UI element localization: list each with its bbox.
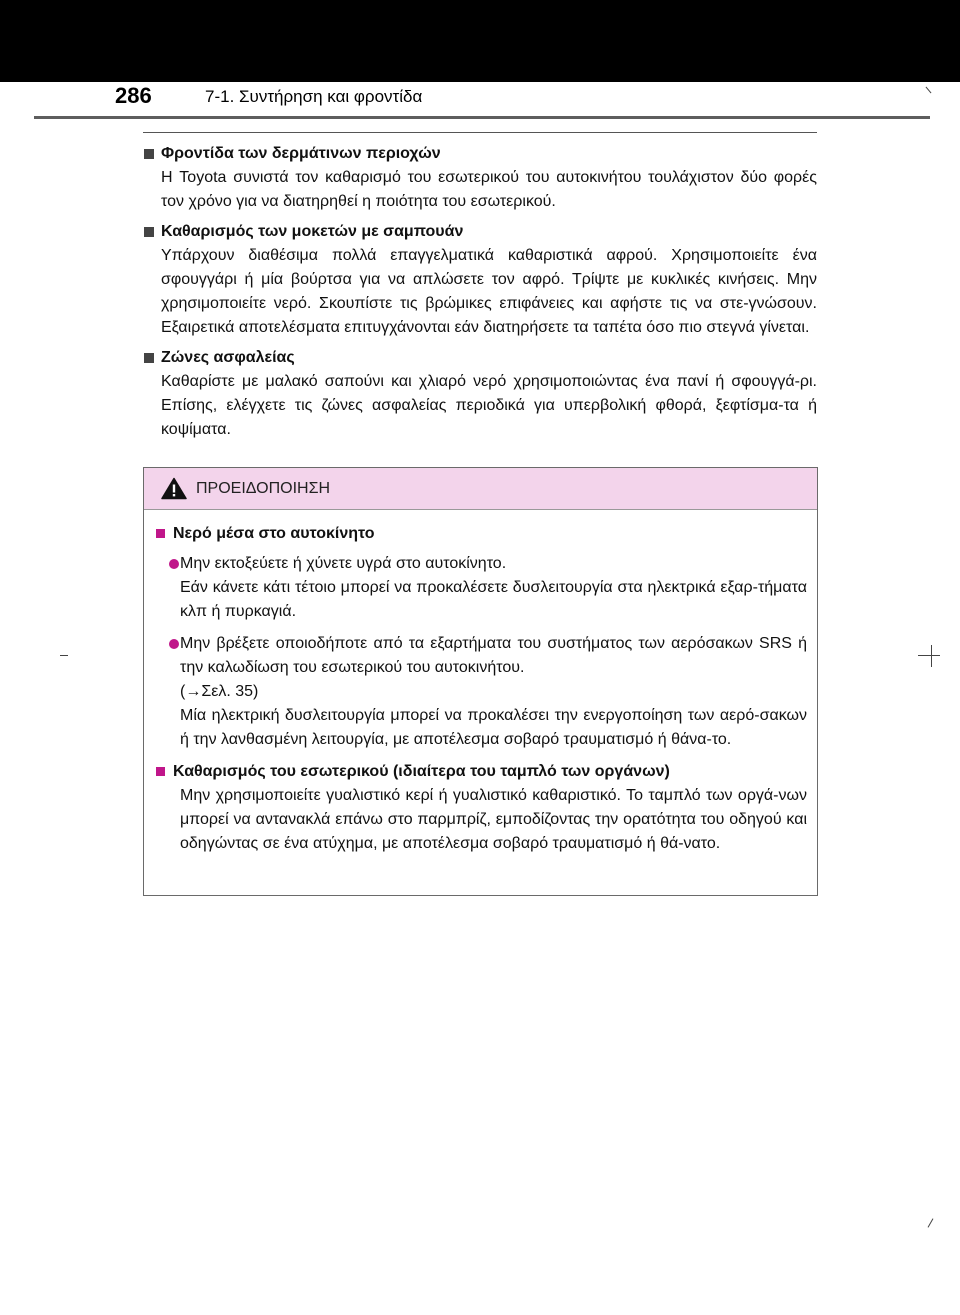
warning-triangle-icon bbox=[161, 477, 187, 500]
section-carpet bbox=[143, 220, 817, 341]
heading-text: Ζώνες ασφαλείας bbox=[161, 348, 295, 366]
warning-body bbox=[144, 510, 817, 856]
section-seatbelts bbox=[143, 346, 817, 443]
section-leather bbox=[143, 142, 817, 215]
warning-section-dashboard bbox=[156, 760, 807, 856]
square-bullet-icon bbox=[144, 149, 154, 159]
section-heading bbox=[143, 346, 817, 370]
crop-mark bbox=[60, 655, 68, 656]
section-text: Υπάρχουν διαθέσιμα πολλά επαγγελματικά καθαριστικά αφρού. Χρησιμοποιείτε ένα σφουγγάρι ή μία βούρτσα για να απλώσετε τον αφρό. Τρίψτε με κυκλικές κινήσεις. Μην χρησιμοποιείτε νερό. Σκουπίστε τις βρώμικες επιφάνειες και αφήστε τις να στε-γνώσουν. Εξαιρετικά αποτελέσματα επιτυγχάνονται εάν διατηρήσετε τα ταπέτα όσο πιο στεγνά γίνεται. bbox=[161, 246, 817, 337]
heading-text: Καθαρισμός του εσωτερικού (ιδιαίτερα του ταμπλό των οργάνων) bbox=[173, 763, 670, 780]
heading-text: Νερό μέσα στο αυτοκίνητο bbox=[173, 525, 375, 542]
section-heading bbox=[143, 220, 817, 244]
warning-item bbox=[156, 552, 807, 624]
main-content bbox=[143, 142, 817, 448]
crop-mark bbox=[928, 1218, 934, 1227]
section-text: Η Toyota συνιστά τον καθαρισμό του εσωτερικού του αυτοκινήτου τουλάχιστον δύο φορές τον χρόνο για να διατηρηθεί η ποιότητα του εσωτερικού. bbox=[161, 169, 817, 211]
warning-section-water bbox=[156, 522, 807, 752]
item-text: Μην εκτοξεύετε ή χύνετε υγρά στο αυτοκίνητο. bbox=[180, 555, 507, 572]
item-text: Εάν κάνετε κάτι τέτοιο μπορεί να προκαλέσετε δυσλειτουργία στα ηλεκτρικά εξαρ-τήματα κλπ ή πυρκαγιά. bbox=[180, 579, 807, 620]
section-text: Καθαρίστε με μαλακό σαπούνι και χλιαρό νερό χρησιμοποιώντας ένα πανί ή σφουγγά-ρι. Επίσης, ελέγχετε τις ζώνες ασφαλείας περιοδικά για υπερβολική φθορά, ξεφτίσμα-τα ή κοψίματα. bbox=[161, 372, 817, 439]
warning-text: Μην χρησιμοποιείτε γυαλιστικό κερί ή γυαλιστικό καθαριστικό. Το ταμπλό των οργά-νων μπορεί να αντανακλά επάνω στο παρμπρίζ, εμποδίζοντας την ορατότητα του οδηγού και οδηγώντας σε ένα ατύχημα, με αποτέλεσμα σοβαρό τραυματισμό ή θά-νατο. bbox=[180, 787, 807, 852]
warning-item bbox=[156, 632, 807, 752]
round-bullet-icon bbox=[169, 559, 179, 569]
square-bullet-icon bbox=[156, 767, 165, 776]
warning-box bbox=[143, 467, 818, 896]
top-black-band bbox=[0, 0, 960, 82]
warning-header bbox=[144, 468, 817, 510]
item-text: Μην βρέξετε οποιοδήποτε από τα εξαρτήματα του συστήματος των αερόσακων SRS ή την καλωδίωση του εσωτερικού του αυτοκινήτου. bbox=[180, 635, 807, 676]
warning-heading bbox=[156, 522, 807, 546]
crop-mark bbox=[918, 655, 940, 656]
heading-text: Φροντίδα των δερμάτινων περιοχών bbox=[161, 145, 441, 162]
warning-heading bbox=[156, 760, 807, 784]
section-heading bbox=[143, 142, 817, 166]
page-number: 286 bbox=[115, 83, 152, 108]
square-bullet-icon bbox=[144, 353, 154, 363]
content-top-rule bbox=[143, 132, 817, 133]
warning-title: ΠΡΟΕΙΔΟΠΟΙΗΣΗ bbox=[196, 480, 331, 497]
heading-text: Καθαρισμός των μοκετών με σαμπουάν bbox=[161, 222, 464, 240]
page-header bbox=[0, 82, 960, 112]
square-bullet-icon bbox=[144, 227, 154, 237]
round-bullet-icon bbox=[169, 639, 179, 649]
square-bullet-icon bbox=[156, 529, 165, 538]
item-text: Μία ηλεκτρική δυσλειτουργία μπορεί να προκαλέσει την ενεργοποίηση των αερό-σακων ή την λανθασμένη λειτουργία, με αποτέλεσμα σοβαρό τραυματισμό ή θάνα-το. bbox=[180, 707, 807, 748]
section-title: 7-1. Συντήρηση και φροντίδα bbox=[205, 87, 423, 106]
page-reference: (→Σελ. 35) bbox=[180, 683, 259, 700]
header-rule bbox=[34, 116, 930, 119]
crop-mark bbox=[931, 645, 932, 667]
